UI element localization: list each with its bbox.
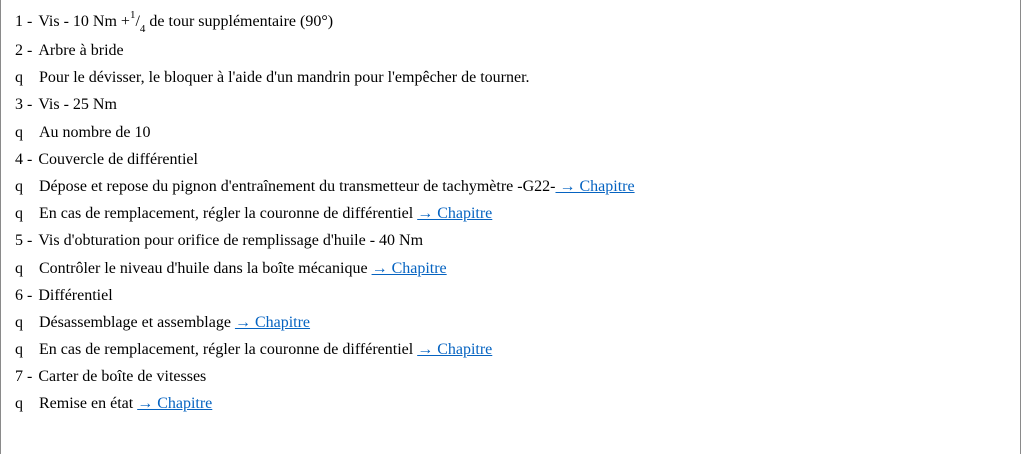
fraction: $^1/_4$: [129, 8, 146, 36]
bullet-item: [15, 336, 1010, 363]
bullet-text: Pour le dévisser, le bloquer à l'aide d'un mandrin pour l'empêcher de tourner.: [39, 69, 530, 87]
bullet-marker: q: [15, 395, 23, 413]
chapitre-link[interactable]: → Chapitre: [417, 341, 493, 359]
bullet-marker: q: [15, 205, 23, 223]
bullet-text: En cas de remplacement, régler la couronne de différentiel: [39, 341, 418, 359]
list-item-3: [15, 91, 1010, 118]
bullet-text: Dépose et repose du pignon d'entraînement du transmetteur de tachymètre -G22-: [39, 177, 556, 195]
chapitre-link[interactable]: → Chapitre: [137, 395, 213, 413]
item-text: Vis d'obturation pour orifice de remplissage d'huile - 40 Nm: [38, 232, 424, 250]
bullet-text: En cas de remplacement, régler la couronne de différentiel: [39, 205, 418, 223]
fraction-numerator: 1: [129, 8, 136, 21]
chapitre-link[interactable]: → Chapitre: [417, 205, 493, 223]
item-text: Vis - 10 Nm +: [38, 13, 130, 30]
bullet-marker: q: [15, 341, 23, 359]
bullet-item: [15, 390, 1010, 417]
item-number: 3 -: [15, 96, 33, 114]
parts-list: [15, 7, 1010, 418]
chapitre-link[interactable]: → Chapitre: [555, 177, 635, 195]
bullet-item: [15, 200, 1010, 227]
bullet-item: [15, 255, 1010, 282]
list-item-4: [15, 146, 1010, 173]
item-number: 6 -: [15, 286, 33, 304]
list-item-7: [15, 363, 1010, 390]
bullet-text: Contrôler le niveau d'huile dans la boîte mécanique: [39, 259, 372, 277]
bullet-item: [15, 64, 1010, 91]
list-item-5: [15, 227, 1010, 254]
item-text: Couvercle de différentiel: [38, 150, 198, 168]
item-text: Arbre à bride: [38, 42, 124, 59]
bullet-item: [15, 173, 1010, 200]
chapitre-link[interactable]: → Chapitre: [234, 313, 311, 331]
fraction-denominator: 4: [139, 23, 146, 36]
item-number: 5 -: [15, 232, 33, 250]
bullet-marker: q: [15, 123, 23, 141]
item-number: 2 -: [15, 42, 33, 59]
item-text-after: de tour supplémentaire (90°): [145, 13, 334, 30]
bullet-item: [15, 119, 1010, 146]
item-number: 1 -: [15, 13, 33, 30]
list-item-6: [15, 282, 1010, 309]
item-text: Carter de boîte de vitesses: [38, 368, 207, 386]
item-text: Différentiel: [38, 286, 113, 304]
item-number: 7 -: [15, 368, 33, 386]
chapitre-link[interactable]: → Chapitre: [371, 259, 447, 277]
bullet-item: [15, 309, 1010, 336]
bullet-text: Désassemblage et assemblage: [39, 313, 235, 331]
bullet-marker: q: [15, 177, 23, 195]
bullet-text: Remise en état: [39, 395, 138, 413]
bullet-marker: q: [15, 313, 23, 331]
item-number: 4 -: [15, 150, 33, 168]
list-item-1: [15, 7, 1010, 37]
bullet-marker: q: [15, 69, 23, 87]
bullet-marker: q: [15, 259, 23, 277]
bullet-text: Au nombre de 10: [39, 123, 151, 141]
item-text: Vis - 25 Nm: [38, 96, 117, 114]
list-item-2: [15, 37, 1010, 64]
